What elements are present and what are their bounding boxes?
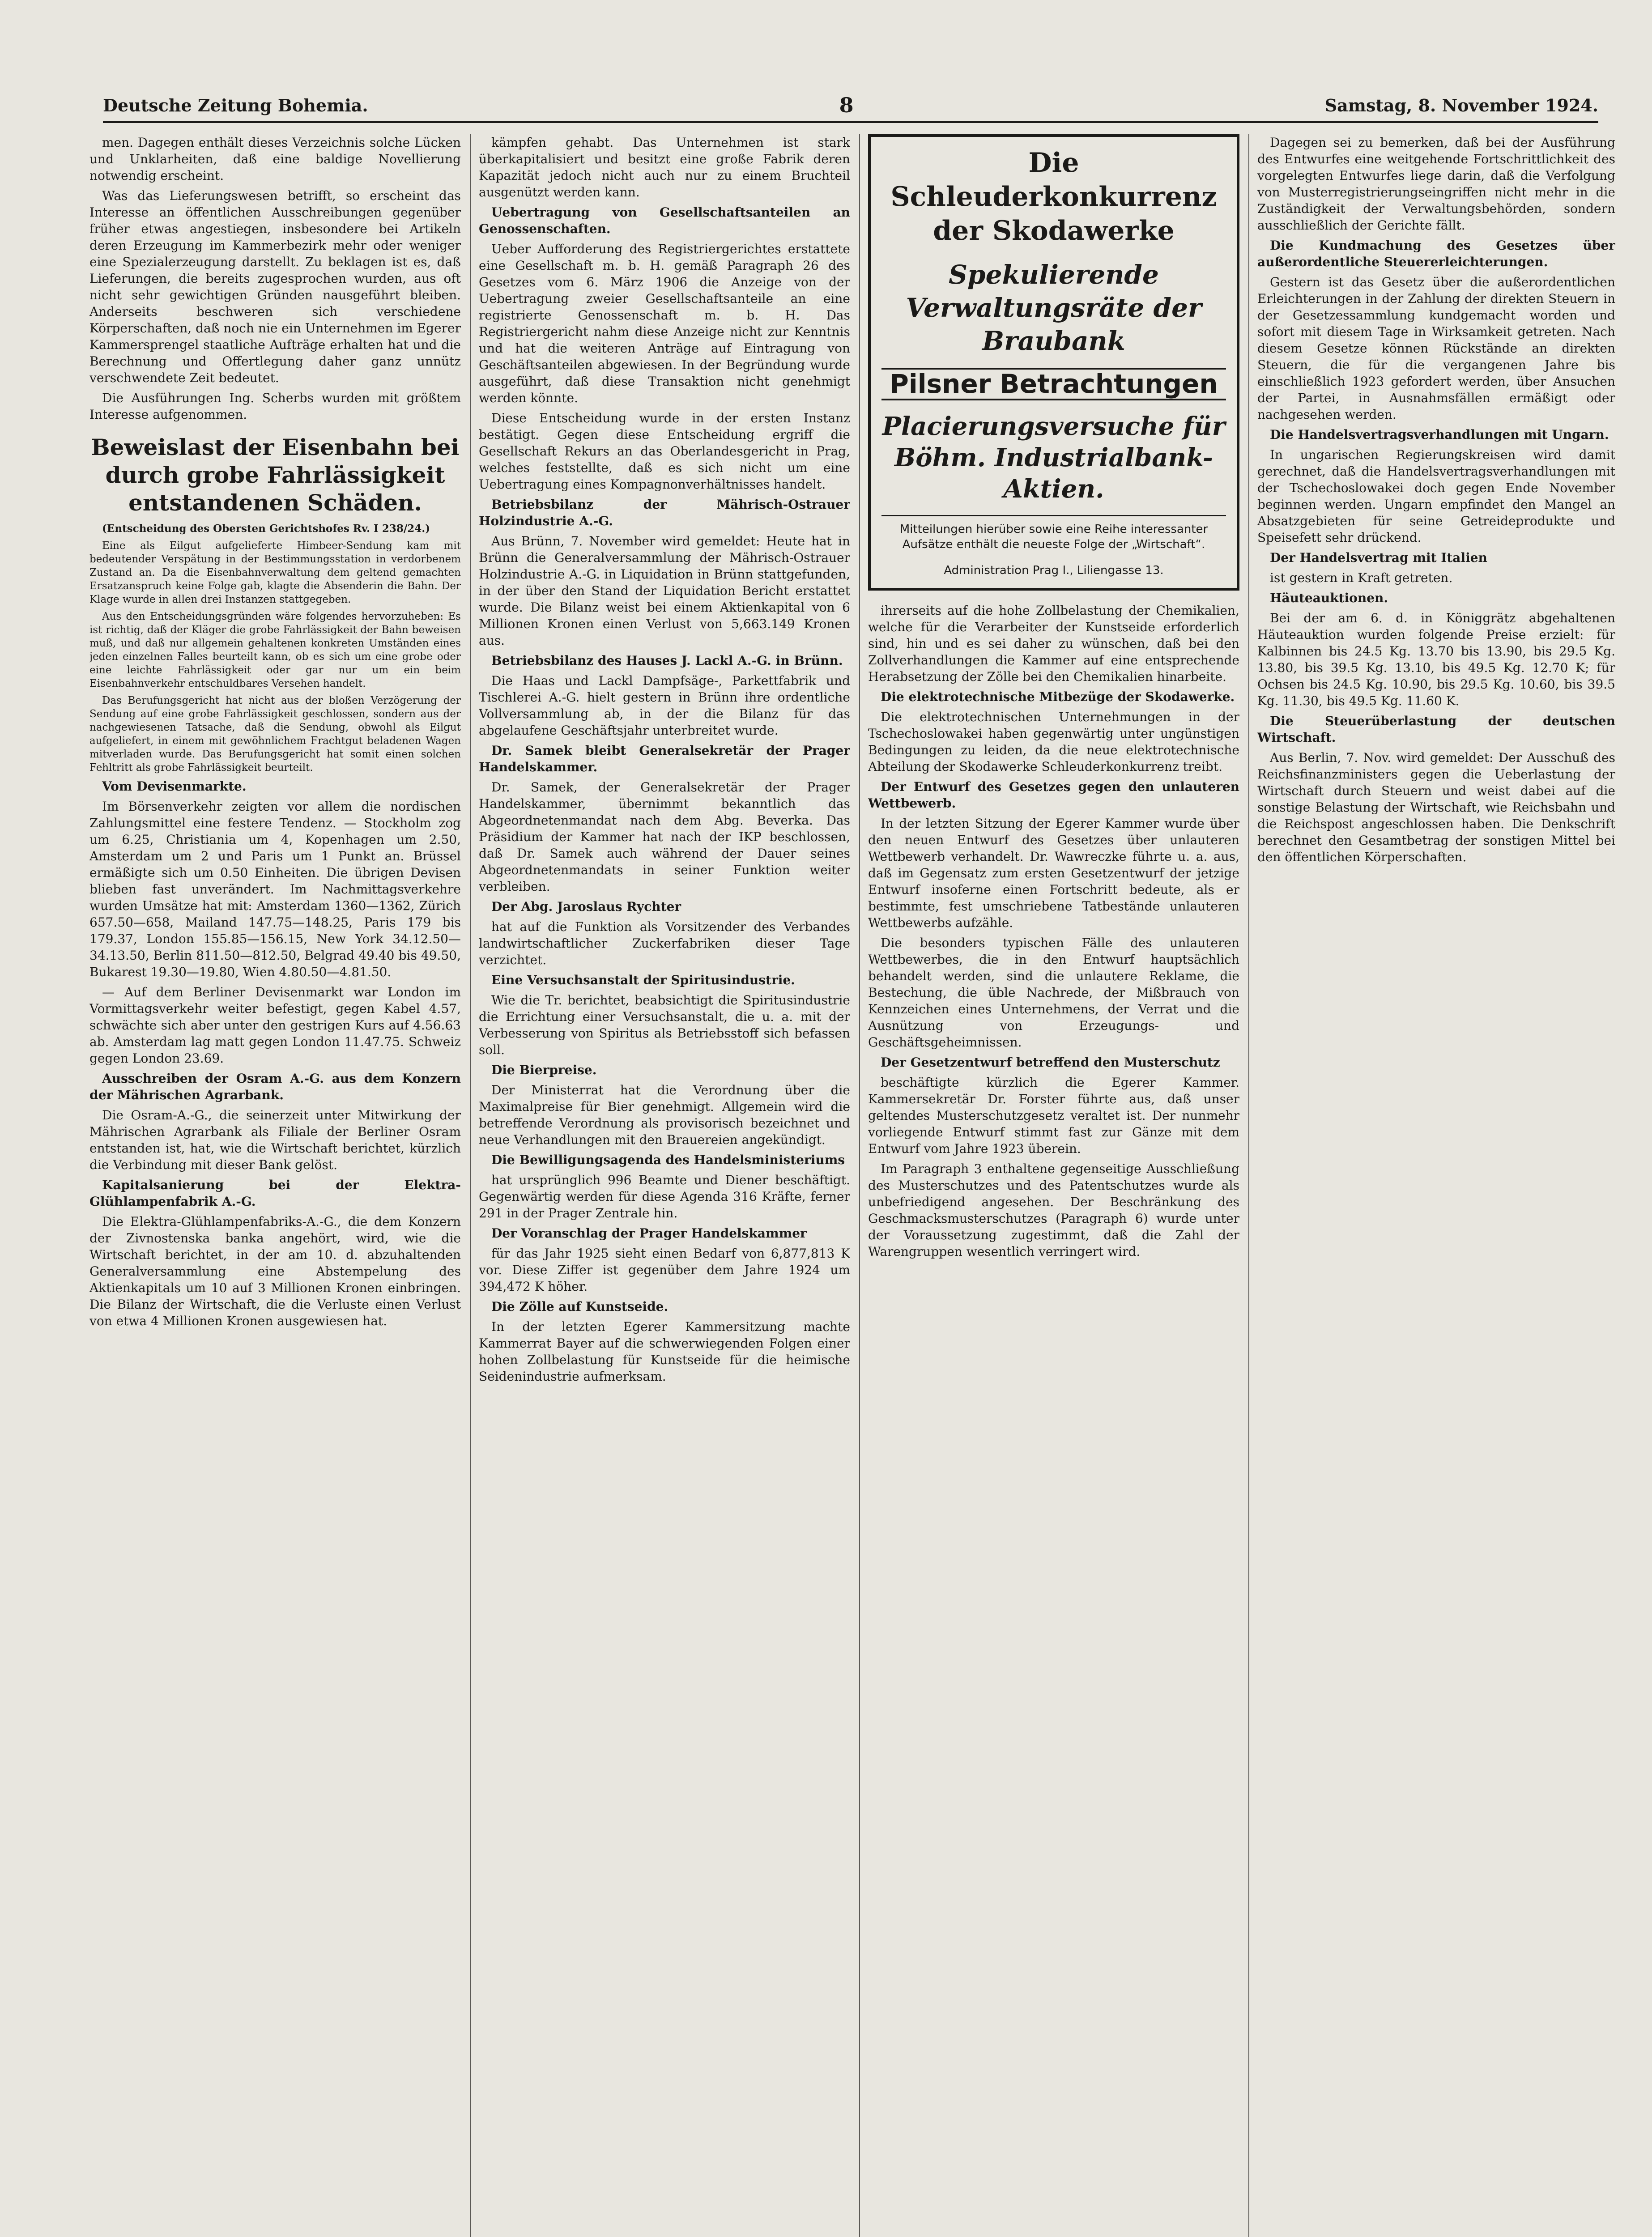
- article-paragraph: Im Paragraph 3 enthaltene gegenseitige Ausschließung des Musterschutzes und des Patentschutzes wurde als unbefriedigend angesehen. Der Beschränkung des Geschmacksmusterschutzes (Paragraph 6) wurde unter der Voraussetzung zugestimmt, daß die Zahl der Warengruppen wesentlich verringert wird.: [868, 1161, 1239, 1259]
- advertisement-box: [868, 134, 1239, 591]
- article-paragraph: In der letzten Egerer Kammersitzung machte Kammerrat Bayer auf die schwerwiegenden Folgen einer hohen Zollbelastung für Kunstseide für die heimische Seidenindustrie aufmerksam.: [479, 1319, 850, 1384]
- section-heading: Die Handelsvertragsverhandlungen mit Ungarn.: [1270, 427, 1609, 442]
- section-heading: Die Kundmachung des Gesetzes über außerordentliche Steuererleichterungen.: [1257, 238, 1615, 269]
- article-paragraph: Die Ausführungen Ing. Scherbs wurden mit größtem Interesse aufgenommen.: [89, 391, 461, 422]
- article-paragraph: Die Osram-A.-G., die seinerzeit unter Mitwirkung der Mährischen Agrarbank als Filiale der Berliner Osram entstanden ist, hat, wie die Wirtschaft berichtet, kürzlich die Verbindung mit dieser Bank gelöst.: [89, 1108, 461, 1172]
- article-paragraph: Eine als Eilgut aufgelieferte Himbeer-Sendung kam mit bedeutender Verspätung in der Bestimmungsstation in verdorbenem Zustand an. Da die Eisenbahnverwaltung dem geltend gemachten Ersatzanspruch keine Folge gab, klagte die Absenderin die Bahn. Der Klage wurde in allen drei Instanzen stattgegeben.: [89, 540, 461, 605]
- article-paragraph: men. Dagegen enthält dieses Verzeichnis solche Lücken und Unklarheiten, daß eine baldige Novellierung notwendig erscheint.: [89, 135, 461, 183]
- section-heading: Eine Versuchsanstalt der Spiritusindustrie.: [491, 973, 795, 987]
- section-heading: Der Voranschlag der Prager Handelskammer: [491, 1226, 807, 1241]
- article-paragraph: hat auf die Funktion als Vorsitzender des Verbandes landwirtschaftlicher Zuckerfabriken dieser Tage verzichtet.: [479, 919, 850, 967]
- column-3: [868, 134, 1239, 2237]
- issue-date: Samstag, 8. November 1924.: [1324, 95, 1598, 115]
- article-paragraph: ist gestern in Kraft getreten.: [1270, 570, 1453, 585]
- article-paragraph: — Auf dem Berliner Devisenmarkt war London im Vormittagsverkehr weiter befestigt, gegen Kabel 4.57, schwächte sich aber unter den gestrigen Kurs auf 4.56.63 ab. Amsterdam lag matt gegen London 11.47.75. Schweiz gegen London 23.69.: [89, 985, 461, 1066]
- section-heading: Betriebsbilanz des Hauses J. Lackl A.-G. in Brünn.: [491, 653, 843, 668]
- page-number: 8: [839, 93, 854, 117]
- section-heading: Die Steuerüberlastung der deutschen Wirtschaft.: [1257, 714, 1615, 745]
- article-paragraph: Bei der am 6. d. in Königgrätz abgehaltenen Häuteauktion wurden folgende Preise erzielt: für Kalbinnen bis 24.5 Kg. 13.70 bis 13.90, bis 29.5 Kg. 13.80, bis 39.5 Kg. 13.10, bis 49.5 Kg. 12.70 K; für Ochsen bis 24.5 Kg. 10.90, bis 29.5 Kg. 10.60, bis 39.5 Kg. 11.30, bis 49.5 Kg. 11.60 K.: [1257, 611, 1615, 708]
- article-paragraph: Was das Lieferungswesen betrifft, so erscheint das Interesse an öffentlichen Ausschreibungen gegenüber früher etwas angestiegen, insbesondere bei Artikeln deren Erzeugung im Kammerbezirk mehr oder weniger eine Spezialerzeugung darstellt. Zu beklagen ist es, daß Lieferungen, die bereits zugesprochen wurden, aus oft nicht sehr gewichtigen Gründen nausgeführt bleiben. Anderseits beschweren sich verschiedene Körperschaften, daß noch nie ein Unternehmen im Egerer Kammersprengel staatliche Aufträge erhalten hat und die Berechnung und Offertlegung daher ganz unnütz verschwendete Zeit bedeutet.: [89, 188, 461, 385]
- column-divider: [1248, 134, 1249, 2237]
- article-paragraph: Die Haas und Lackl Dampfsäge-, Parkettfabrik und Tischlerei A.-G. hielt gestern in Brünn ihre ordentliche Vollversammlung ab, in der die Bilanz für das abgelaufene Geschäftsjahr unterbreitet wurde.: [479, 673, 850, 738]
- article-paragraph: hat ursprünglich 996 Beamte und Diener beschäftigt. Gegenwärtig werden für diese Agenda 316 Kräfte, ferner 291 in der Prager Zentrale hin.: [479, 1173, 850, 1221]
- section-heading: Die elektrotechnische Mitbezüge der Skodawerke.: [881, 689, 1235, 704]
- section-heading: Der Gesetzentwurf betreffend den Musterschutz: [881, 1055, 1220, 1070]
- article-paragraph: beschäftigte kürzlich die Egerer Kammer. Kammersekretär Dr. Forster führte aus, daß unser geltendes Musterschutzgesetz veraltet ist. Der nunmehr vorliegende Entwurf stimmt fast zur Gänze mit dem Entwurf vom Jahre 1923 überein.: [868, 1075, 1239, 1156]
- article-paragraph: Das Berufungsgericht hat nicht aus der bloßen Verzögerung der Sendung auf eine grobe Fahrlässigkeit geschlossen, sondern aus der nachgewiesenen Tatsache, daß die Sendung, obwohl als Eilgut aufgeliefert, in einem mit gewöhnlichem Frachtgut beladenen Wagen mitverladen wurde. Das Berufungsgericht hat somit einen solchen Fehltritt als grobe Fahrlässigkeit beurteilt.: [89, 695, 461, 774]
- section-heading: Der Entwurf des Gesetzes gegen den unlauteren Wettbewerb.: [868, 779, 1239, 811]
- article-paragraph: Die Elektra-Glühlampenfabriks-A.-G., die dem Konzern der Zivnostenska banka angehört, wird, wie die Wirtschaft berichtet, in der am 10. d. abzuhaltenden Generalversammlung eine Abstempelung des Aktienkapitals um 10 auf 3 Millionen Kronen einbringen. Die Bilanz der Wirtschaft, die die Verluste einen Verlust von etwa 4 Millionen Kronen ausgewiesen hat.: [89, 1214, 461, 1328]
- section-heading: Vom Devisenmarkte.: [102, 779, 247, 794]
- section-heading: Die Zölle auf Kunstseide.: [491, 1299, 668, 1314]
- article-paragraph: Ueber Aufforderung des Registriergerichtes erstattete eine Gesellschaft m. b. H. gemäß Paragraph 26 des Gesetzes vom 6. März 1906 die Anzeige von der Uebertragung zweier Gesellschaftsanteile an eine registrierte Genossenschaft m. b. H. Das Registriergericht nahm diese Anzeige nicht zur Kenntnis und hat die weiteren Anträge auf Eintragung von Geschäftsanteilen abgewiesen. In der Begründung wurde ausgeführt, daß diese Transaktion nicht genehmigt werden könnte.: [479, 242, 850, 405]
- article-paragraph: Aus den Entscheidungsgründen wäre folgendes hervorzuheben: Es ist richtig, daß der Kläger die grobe Fahrlässigkeit der Bahn beweisen muß, und daß nur allgemein gehaltenen konkreten Umständen eines jeden einzelnen Falles beurteilt kann, ob es sich um eine grobe oder eine leichte Fahrlässigkeit oder gar nur um ein beim Eisenbahnverkehr entschuldbares Versehen handelt.: [89, 611, 461, 689]
- article-paragraph: Dagegen sei zu bemerken, daß bei der Ausführung des Entwurfes eine weitgehende Fortschrittlichkeit des vorgelegten Entwurfes liege darin, daß die Verfolgung von Musterregistrierungseingriffen nicht mehr in die Zuständigkeit der Verwaltungsbehörden, sondern ausschließlich der Gerichte fällt.: [1257, 135, 1615, 233]
- section-heading: Der Abg. Jaroslaus Rychter: [491, 899, 681, 914]
- column-2: [479, 134, 850, 2237]
- article-paragraph: für das Jahr 1925 sieht einen Bedarf von 6,877,813 K vor. Diese Ziffer ist gegenüber dem Jahre 1924 um 394,472 K höher.: [479, 1246, 850, 1294]
- column-divider: [470, 134, 471, 2237]
- ad-subheadline: Spekulierende Verwaltungsräte der Braubank: [906, 259, 1202, 356]
- article-paragraph: Dr. Samek, der Generalsekretär der Prager Handelskammer, übernimmt bekanntlich das Abgeordnetenmandat nach dem Abg. Beverka. Das Präsidium der Kammer hat nach der IKP beschlossen, daß Dr. Samek auch während der Dauer seines Abgeordnetenmandats in seiner Funktion weiter verbleiben.: [479, 780, 850, 894]
- section-heading: Ausschreiben der Osram A.-G. aus dem Konzern der Mährischen Agrarbank.: [89, 1071, 461, 1102]
- page-header: [103, 89, 1598, 123]
- masthead-title: Deutsche Zeitung Bohemia.: [103, 95, 368, 115]
- article-paragraph: Die elektrotechnischen Unternehmungen in der Tschechoslowakei haben gegenwärtig unter ungünstigen Bedingungen zu leiden, da die neue elektrotechnische Abteilung der Skodawerke Schleuderkonkurrenz treibt.: [868, 710, 1239, 774]
- column-divider: [859, 134, 860, 2237]
- article-paragraph: ihrerseits auf die hohe Zollbelastung der Chemikalien, welche für die Verarbeiter der Kunstseide erforderlich sind, hin und es sei daher zu wünschen, daß bei den Zollverhandlungen die Kammer auf eine entsprechende Herabsetzung der Zölle bei den Chemikalien hinarbeite.: [868, 603, 1239, 684]
- article-paragraph: In ungarischen Regierungskreisen wird damit gerechnet, daß die Handelsvertragsverhandlungen mit der Tschechoslowakei doch gegen Ende November beginnen werden. Ungarn empfindet den Mangel an Absatzgebieten für seine Getreideprodukte und Speisefett sehr drückend.: [1257, 447, 1615, 545]
- article-headline: Beweislast der Eisenbahn bei durch grobe Fahrlässigkeit entstandenen Schäden.: [91, 434, 460, 516]
- section-heading: Uebertragung von Gesellschaftsanteilen an Genossenschaften.: [479, 205, 850, 236]
- article-paragraph: Gestern ist das Gesetz über die außerordentlichen Erleichterungen in der Zahlung der direkten Steuern in der Gesetzessammlung kundgemacht worden und sofort mit diesem Tage in Wirksamkeit getreten. Nach diesem Gesetze können Rückstände an direkten Steuern, die für die vergangenen Jahre bis einschließlich 1923 gefordert werden, über Ansuchen der Partei, in Ausnahmsfällen ermäßigt oder nachgesehen werden.: [1257, 275, 1615, 422]
- article-paragraph: Aus Brünn, 7. November wird gemeldet: Heute hat in Brünn die Generalversammlung der Mährisch-Ostrauer Holzindustrie A.-G. in Liquidation in Brünn stattgefunden, in der über den Stand der Liquidation Bericht erstattet wurde. Die Bilanz weist bei einem Aktienkapital von 6 Millionen Kronen einen Verlust von 5,663.149 Kronen aus.: [479, 534, 850, 648]
- article-paragraph: Die besonders typischen Fälle des unlauteren Wettbewerbes, die in den Entwurf hauptsächlich behandelt werden, sind die unlautere Reklame, die Bestechung, die üble Nachrede, der Mißbrauch von Kennzeichen eines Unternehmens, der Verrat und die Ausnützung von Erzeugungs- und Geschäftsgeheimnissen.: [868, 936, 1239, 1050]
- section-heading: Betriebsbilanz der Mährisch-Ostrauer Holzindustrie A.-G.: [479, 497, 850, 528]
- section-heading: Der Handelsvertrag mit Italien: [1270, 550, 1487, 565]
- ad-body: Mitteilungen hierüber sowie eine Reihe interessanter Aufsätze enthält die neueste Folge der „Wirtschaft“.: [881, 515, 1226, 552]
- article-paragraph: Diese Entscheidung wurde in der ersten Instanz bestätigt. Gegen diese Entscheidung ergriff die Gesellschaft Rekurs an das Oberlandesgericht in Prag, welches feststellte, daß es sich nicht um eine Uebertragung eines Kompagnonverhältnisses handelt.: [479, 411, 850, 492]
- section-heading: Die Bewilligungsagenda des Handelsministeriums: [491, 1153, 845, 1167]
- ad-banner: Pilsner Betrachtungen: [881, 368, 1226, 400]
- article-paragraph: Aus Berlin, 7. Nov. wird gemeldet: Der Ausschuß des Reichsfinanzministers gegen die Ueberlastung der Wirtschaft durch Steuern und weist dabei auf die sonstige Belastung der Wirtschaft, wie Reichsbahn und die Reichspost angeschlossen haben. Die Denkschrift berechnet den Gesamtbetrag der sonstigen Mittel bei den öffentlichen Körperschaften.: [1257, 750, 1615, 864]
- section-heading: Kapitalsanierung bei der Elektra-Glühlampenfabrik A.-G.: [89, 1178, 461, 1209]
- article-paragraph: Im Börsenverkehr zeigten vor allem die nordischen Zahlungsmittel eine festere Tendenz. — Stockholm zog um 6.25, Christiania um 4, Kopenhagen um 2.50, Amsterdam um 2 und Paris um 1 Punkt an. Brüssel ermäßigte sich um 0.50 Einheiten. Die übrigen Devisen blieben fast unverändert. Im Nachmittagsverkehre wurden Umsätze hat mit: Amsterdam 1360—1362, Zürich 657.50—658, Mailand 147.75—148.25, Paris 179 bis 179.37, London 155.85—156.15, New York 34.12.50—34.13.50, Berlin 811.50—812.50, Belgrad 49.40 bis 49.50, Bukarest 19.30—19.80, Wien 4.80.50—4.81.50.: [89, 799, 461, 979]
- article-paragraph: kämpfen gehabt. Das Unternehmen ist stark überkapitalisiert und besitzt eine große Fabrik deren Kapazität jedoch nicht auch nur zu einem Bruchteil ausgenützt werden kann.: [479, 135, 850, 200]
- ad-headline: Die Schleuderkonkurrenz der Skodawerke: [890, 147, 1217, 247]
- ad-subheadline: Placierungsversuche für Böhm. Industrialbank-Aktien.: [882, 412, 1226, 504]
- article-subheading: (Entscheidung des Obersten Gerichtshofes Rv. I 238/24.): [102, 523, 430, 535]
- section-heading: Dr. Samek bleibt Generalsekretär der Prager Handelskammer.: [479, 743, 850, 774]
- section-heading: Die Bierpreise.: [491, 1063, 597, 1077]
- section-heading: Häuteauktionen.: [1270, 591, 1388, 605]
- column-4: [1257, 134, 1615, 2237]
- article-paragraph: Der Ministerrat hat die Verordnung über die Maximalpreise für Bier genehmigt. Allgemein wird die betreffende Verordnung als provisorisch bezeichnet und neue Verhandlungen mit den Brauereien angekündigt.: [479, 1083, 850, 1147]
- article-paragraph: Wie die Tr. berichtet, beabsichtigt die Spiritusindustrie die Errichtung einer Versuchsanstalt, die u. a. mit der Verbesserung von Spiritus als Betriebsstoff sich befassen soll.: [479, 993, 850, 1057]
- ad-address: Administration Prag I., Liliengasse 13.: [944, 564, 1164, 577]
- article-paragraph: In der letzten Sitzung der Egerer Kammer wurde über den neuen Entwurf des Gesetzes über unlauteren Wettbewerb verhandelt. Dr. Wawreczke führte u. a. aus, daß im Gegensatz zum ersten Gesetzentwurf der jetzige Entwurf insoferne einen Fortschritt bedeute, als er bestimmte, fest umschriebene Tatbestände unlauteren Wettbewerbs aufzähle.: [868, 816, 1239, 930]
- column-1: [89, 134, 461, 2237]
